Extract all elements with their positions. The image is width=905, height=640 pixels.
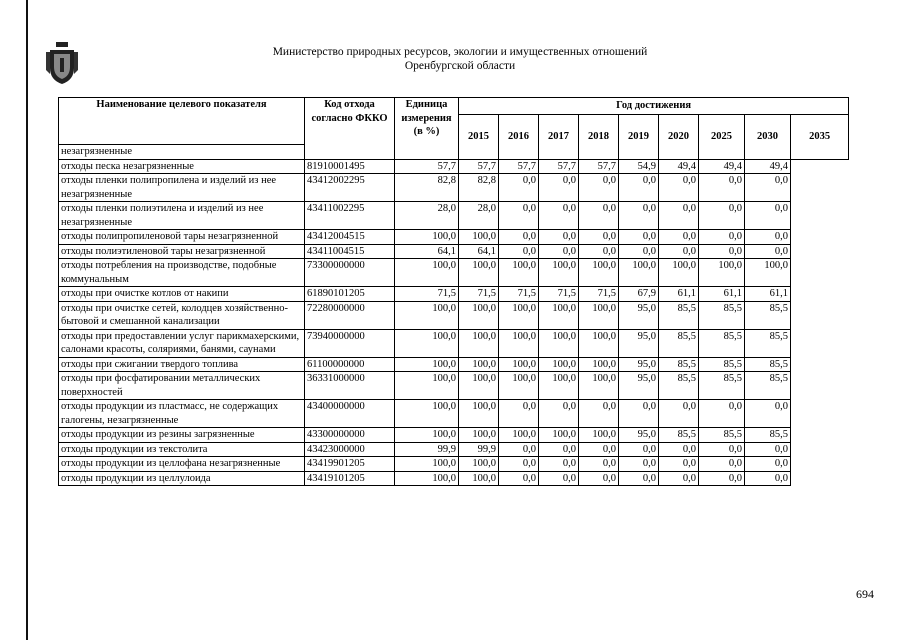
- year-value-cell: 61,1: [745, 287, 791, 302]
- waste-code-cell: 43411002295: [305, 202, 395, 230]
- waste-code-cell: 72280000000: [305, 301, 395, 329]
- year-value-cell: 57,7: [539, 159, 579, 174]
- year-value-cell: 100,0: [459, 230, 499, 245]
- indicator-name-cell: отходы продукции из пластмасс, не содержащих галогены, незагрязненные: [59, 400, 305, 428]
- waste-code-cell: 73300000000: [305, 259, 395, 287]
- header-year: 2015: [459, 115, 499, 160]
- year-value-cell: 0,0: [499, 457, 539, 472]
- waste-code-cell: 73940000000: [305, 329, 395, 357]
- year-value-cell: 100,0: [579, 301, 619, 329]
- indicator-name-cell: отходы при очистке котлов от накипи: [59, 287, 305, 302]
- year-value-cell: 0,0: [579, 174, 619, 202]
- year-value-cell: 100,0: [395, 457, 459, 472]
- year-value-cell: 100,0: [395, 329, 459, 357]
- year-value-cell: 0,0: [579, 442, 619, 457]
- year-value-cell: 0,0: [619, 174, 659, 202]
- year-value-cell: 61,1: [699, 287, 745, 302]
- year-value-cell: 99,9: [459, 442, 499, 457]
- year-value-cell: 71,5: [579, 287, 619, 302]
- year-value-cell: 0,0: [539, 442, 579, 457]
- year-value-cell: 85,5: [659, 301, 699, 329]
- waste-code-cell: 36331000000: [305, 372, 395, 400]
- year-value-cell: 100,0: [395, 301, 459, 329]
- year-value-cell: 95,0: [619, 329, 659, 357]
- year-value-cell: 0,0: [745, 400, 791, 428]
- year-value-cell: 100,0: [459, 457, 499, 472]
- table-row: [59, 400, 849, 428]
- table-row: [59, 287, 849, 302]
- indicator-name-cell: отходы продукции из текстолита: [59, 442, 305, 457]
- indicator-name-cell: отходы полипропиленовой тары незагрязненной: [59, 230, 305, 245]
- header-year: 2016: [499, 115, 539, 160]
- year-value-cell: 85,5: [699, 357, 745, 372]
- year-value-cell: 0,0: [619, 202, 659, 230]
- year-value-cell: 71,5: [539, 287, 579, 302]
- year-value-cell: 57,7: [395, 159, 459, 174]
- year-value-cell: 100,0: [539, 329, 579, 357]
- year-value-cell: 71,5: [499, 287, 539, 302]
- header-year: 2019: [619, 115, 659, 160]
- year-value-cell: 100,0: [499, 329, 539, 357]
- year-value-cell: 0,0: [745, 457, 791, 472]
- year-value-cell: 100,0: [395, 259, 459, 287]
- year-value-cell: 0,0: [659, 457, 699, 472]
- year-value-cell: 100,0: [579, 428, 619, 443]
- indicator-name-cell: отходы потребления на производстве, подобные коммунальным: [59, 259, 305, 287]
- waste-code-cell: 43411004515: [305, 244, 395, 259]
- year-value-cell: 0,0: [659, 400, 699, 428]
- year-value-cell: 64,1: [459, 244, 499, 259]
- target-indicators-table: [58, 97, 849, 486]
- year-value-cell: 71,5: [459, 287, 499, 302]
- header-waste-code: Код отхода согласно ФККО: [305, 98, 395, 160]
- year-value-cell: 95,0: [619, 301, 659, 329]
- year-value-cell: 100,0: [459, 471, 499, 486]
- table-row: [59, 174, 849, 202]
- year-value-cell: 0,0: [499, 202, 539, 230]
- year-value-cell: 0,0: [745, 244, 791, 259]
- header-year: 2020: [659, 115, 699, 160]
- year-value-cell: 100,0: [499, 259, 539, 287]
- year-value-cell: 100,0: [499, 301, 539, 329]
- year-value-cell: 0,0: [539, 244, 579, 259]
- year-value-cell: 0,0: [699, 174, 745, 202]
- year-value-cell: 0,0: [745, 174, 791, 202]
- table-row: [59, 244, 849, 259]
- year-value-cell: 57,7: [579, 159, 619, 174]
- year-value-cell: 95,0: [619, 428, 659, 443]
- year-value-cell: 100,0: [699, 259, 745, 287]
- year-value-cell: 0,0: [499, 442, 539, 457]
- year-value-cell: 100,0: [395, 428, 459, 443]
- year-value-cell: 100,0: [659, 259, 699, 287]
- year-value-cell: 95,0: [619, 372, 659, 400]
- year-value-cell: 0,0: [659, 471, 699, 486]
- year-value-cell: 0,0: [699, 457, 745, 472]
- indicator-name-cell: отходы пленки полипропилена и изделий из нее незагрязненные: [59, 174, 305, 202]
- year-value-cell: 0,0: [579, 230, 619, 245]
- year-value-cell: 82,8: [459, 174, 499, 202]
- year-value-cell: 49,4: [745, 159, 791, 174]
- year-value-cell: 71,5: [395, 287, 459, 302]
- year-value-cell: 100,0: [539, 372, 579, 400]
- indicator-name-cell: отходы песка незагрязненные: [59, 159, 305, 174]
- year-value-cell: 0,0: [745, 471, 791, 486]
- year-value-cell: 100,0: [539, 259, 579, 287]
- header-year: 2017: [539, 115, 579, 160]
- year-value-cell: 0,0: [619, 471, 659, 486]
- year-value-cell: 0,0: [745, 442, 791, 457]
- year-value-cell: 100,0: [459, 301, 499, 329]
- year-value-cell: 49,4: [659, 159, 699, 174]
- year-value-cell: 85,5: [659, 372, 699, 400]
- indicator-name-cell: отходы при предоставлении услуг парикмахерскими, салонами красоты, соляриями, банями, саунами: [59, 329, 305, 357]
- waste-code-cell: 43423000000: [305, 442, 395, 457]
- year-value-cell: 0,0: [659, 230, 699, 245]
- table-row: [59, 159, 849, 174]
- year-value-cell: 100,0: [395, 230, 459, 245]
- year-value-cell: 0,0: [499, 471, 539, 486]
- year-value-cell: 100,0: [459, 400, 499, 428]
- year-value-cell: 0,0: [539, 457, 579, 472]
- waste-code-cell: 81910001495: [305, 159, 395, 174]
- year-value-cell: 85,5: [745, 329, 791, 357]
- year-value-cell: 28,0: [395, 202, 459, 230]
- indicator-name-cell: отходы при очистке сетей, колодцев хозяйственно-бытовой и смешанной канализации: [59, 301, 305, 329]
- year-value-cell: 100,0: [499, 357, 539, 372]
- year-value-cell: 95,0: [619, 357, 659, 372]
- table-row: [59, 357, 849, 372]
- year-value-cell: 85,5: [659, 428, 699, 443]
- year-value-cell: 0,0: [659, 244, 699, 259]
- year-value-cell: 0,0: [699, 400, 745, 428]
- year-value-cell: 0,0: [539, 400, 579, 428]
- year-value-cell: 100,0: [395, 400, 459, 428]
- header-year: 2035: [791, 115, 849, 160]
- year-value-cell: 0,0: [579, 202, 619, 230]
- header-year: 2018: [579, 115, 619, 160]
- ministry-name-line1: Министерство природных ресурсов, экологии и имущественных отношений: [272, 46, 648, 58]
- year-value-cell: 100,0: [459, 259, 499, 287]
- header-year: 2030: [745, 115, 791, 160]
- year-value-cell: 0,0: [699, 230, 745, 245]
- indicator-name-cell: отходы продукции из целлулоида: [59, 471, 305, 486]
- year-value-cell: 0,0: [619, 400, 659, 428]
- year-value-cell: 99,9: [395, 442, 459, 457]
- header-unit: Единица измерения (в %): [395, 98, 459, 160]
- year-value-cell: 100,0: [395, 471, 459, 486]
- year-value-cell: 82,8: [395, 174, 459, 202]
- table-row: [59, 457, 849, 472]
- year-value-cell: 100,0: [539, 428, 579, 443]
- waste-code-cell: 61890101205: [305, 287, 395, 302]
- header-year-group: Год достижения: [459, 98, 849, 115]
- year-value-cell: 0,0: [539, 471, 579, 486]
- year-value-cell: 0,0: [699, 202, 745, 230]
- year-value-cell: 100,0: [499, 372, 539, 400]
- year-value-cell: 0,0: [619, 230, 659, 245]
- year-value-cell: 0,0: [659, 442, 699, 457]
- page-left-rule: [26, 0, 28, 640]
- year-value-cell: 28,0: [459, 202, 499, 230]
- table-row: [59, 259, 849, 287]
- table-row: [59, 471, 849, 486]
- year-value-cell: 49,4: [699, 159, 745, 174]
- year-value-cell: 100,0: [499, 428, 539, 443]
- year-value-cell: 85,5: [745, 357, 791, 372]
- indicator-name-cell: отходы полиэтиленовой тары незагрязненной: [59, 244, 305, 259]
- year-value-cell: 0,0: [539, 230, 579, 245]
- header-indicator-name: Наименование целевого показателя: [59, 98, 305, 145]
- year-value-cell: 0,0: [745, 202, 791, 230]
- year-value-cell: 85,5: [699, 329, 745, 357]
- page-number: 694: [856, 587, 874, 601]
- year-value-cell: 0,0: [499, 230, 539, 245]
- year-value-cell: 0,0: [499, 400, 539, 428]
- year-value-cell: 0,0: [619, 442, 659, 457]
- waste-code-cell: 43412002295: [305, 174, 395, 202]
- year-value-cell: 61,1: [659, 287, 699, 302]
- indicator-name-cell: отходы при фосфатировании металлических поверхностей: [59, 372, 305, 400]
- year-value-cell: 100,0: [579, 329, 619, 357]
- year-value-cell: 100,0: [619, 259, 659, 287]
- year-value-cell: 100,0: [459, 372, 499, 400]
- table-row: [59, 329, 849, 357]
- document-header: [250, 45, 670, 73]
- year-value-cell: 67,9: [619, 287, 659, 302]
- year-value-cell: 0,0: [539, 202, 579, 230]
- year-value-cell: 0,0: [699, 471, 745, 486]
- table-row: [59, 428, 849, 443]
- year-value-cell: 85,5: [699, 301, 745, 329]
- indicator-name-cell: отходы продукции из резины загрязненные: [59, 428, 305, 443]
- year-value-cell: 100,0: [395, 357, 459, 372]
- year-value-cell: 64,1: [395, 244, 459, 259]
- year-value-cell: 0,0: [579, 244, 619, 259]
- year-value-cell: 0,0: [659, 202, 699, 230]
- header-year: 2025: [699, 115, 745, 160]
- waste-code-cell: 61100000000: [305, 357, 395, 372]
- waste-code-cell: 43300000000: [305, 428, 395, 443]
- year-value-cell: 85,5: [659, 357, 699, 372]
- year-value-cell: 100,0: [745, 259, 791, 287]
- table-row: [59, 230, 849, 245]
- year-value-cell: 100,0: [579, 372, 619, 400]
- year-value-cell: 0,0: [499, 244, 539, 259]
- year-value-cell: 85,5: [745, 428, 791, 443]
- year-value-cell: 100,0: [539, 301, 579, 329]
- year-value-cell: 100,0: [539, 357, 579, 372]
- year-value-cell: 85,5: [699, 372, 745, 400]
- table-row: [59, 442, 849, 457]
- indicator-name-cell: отходы пленки полиэтилена и изделий из нее незагрязненные: [59, 202, 305, 230]
- year-value-cell: 100,0: [459, 357, 499, 372]
- indicator-name-cell: отходы при сжигании твердого топлива: [59, 357, 305, 372]
- waste-code-cell: 43412004515: [305, 230, 395, 245]
- year-value-cell: 100,0: [459, 329, 499, 357]
- waste-code-cell: 43400000000: [305, 400, 395, 428]
- year-value-cell: 100,0: [579, 259, 619, 287]
- year-value-cell: 0,0: [539, 174, 579, 202]
- year-value-cell: 85,5: [745, 372, 791, 400]
- year-value-cell: 100,0: [459, 428, 499, 443]
- year-value-cell: 0,0: [699, 442, 745, 457]
- year-value-cell: 100,0: [579, 357, 619, 372]
- table-row: [59, 301, 849, 329]
- year-value-cell: 85,5: [745, 301, 791, 329]
- indicator-name-cell: отходы продукции из целлофана незагрязненные: [59, 457, 305, 472]
- year-value-cell: 85,5: [699, 428, 745, 443]
- ministry-name-line2: Оренбургской области: [404, 60, 516, 72]
- year-value-cell: 0,0: [619, 457, 659, 472]
- year-value-cell: 0,0: [699, 244, 745, 259]
- waste-code-cell: 43419901205: [305, 457, 395, 472]
- year-value-cell: 57,7: [459, 159, 499, 174]
- year-value-cell: 0,0: [579, 471, 619, 486]
- year-value-cell: 0,0: [579, 400, 619, 428]
- year-value-cell: 54,9: [619, 159, 659, 174]
- coat-of-arms-icon: [44, 40, 80, 86]
- year-value-cell: 0,0: [619, 244, 659, 259]
- year-value-cell: 0,0: [659, 174, 699, 202]
- table-row: [59, 202, 849, 230]
- year-value-cell: 0,0: [579, 457, 619, 472]
- year-value-cell: 57,7: [499, 159, 539, 174]
- table-row: [59, 372, 849, 400]
- continued-row-fragment: незагрязненные: [59, 145, 305, 160]
- year-value-cell: 100,0: [395, 372, 459, 400]
- waste-code-cell: 43419101205: [305, 471, 395, 486]
- year-value-cell: 85,5: [659, 329, 699, 357]
- year-value-cell: 0,0: [499, 174, 539, 202]
- year-value-cell: 0,0: [745, 230, 791, 245]
